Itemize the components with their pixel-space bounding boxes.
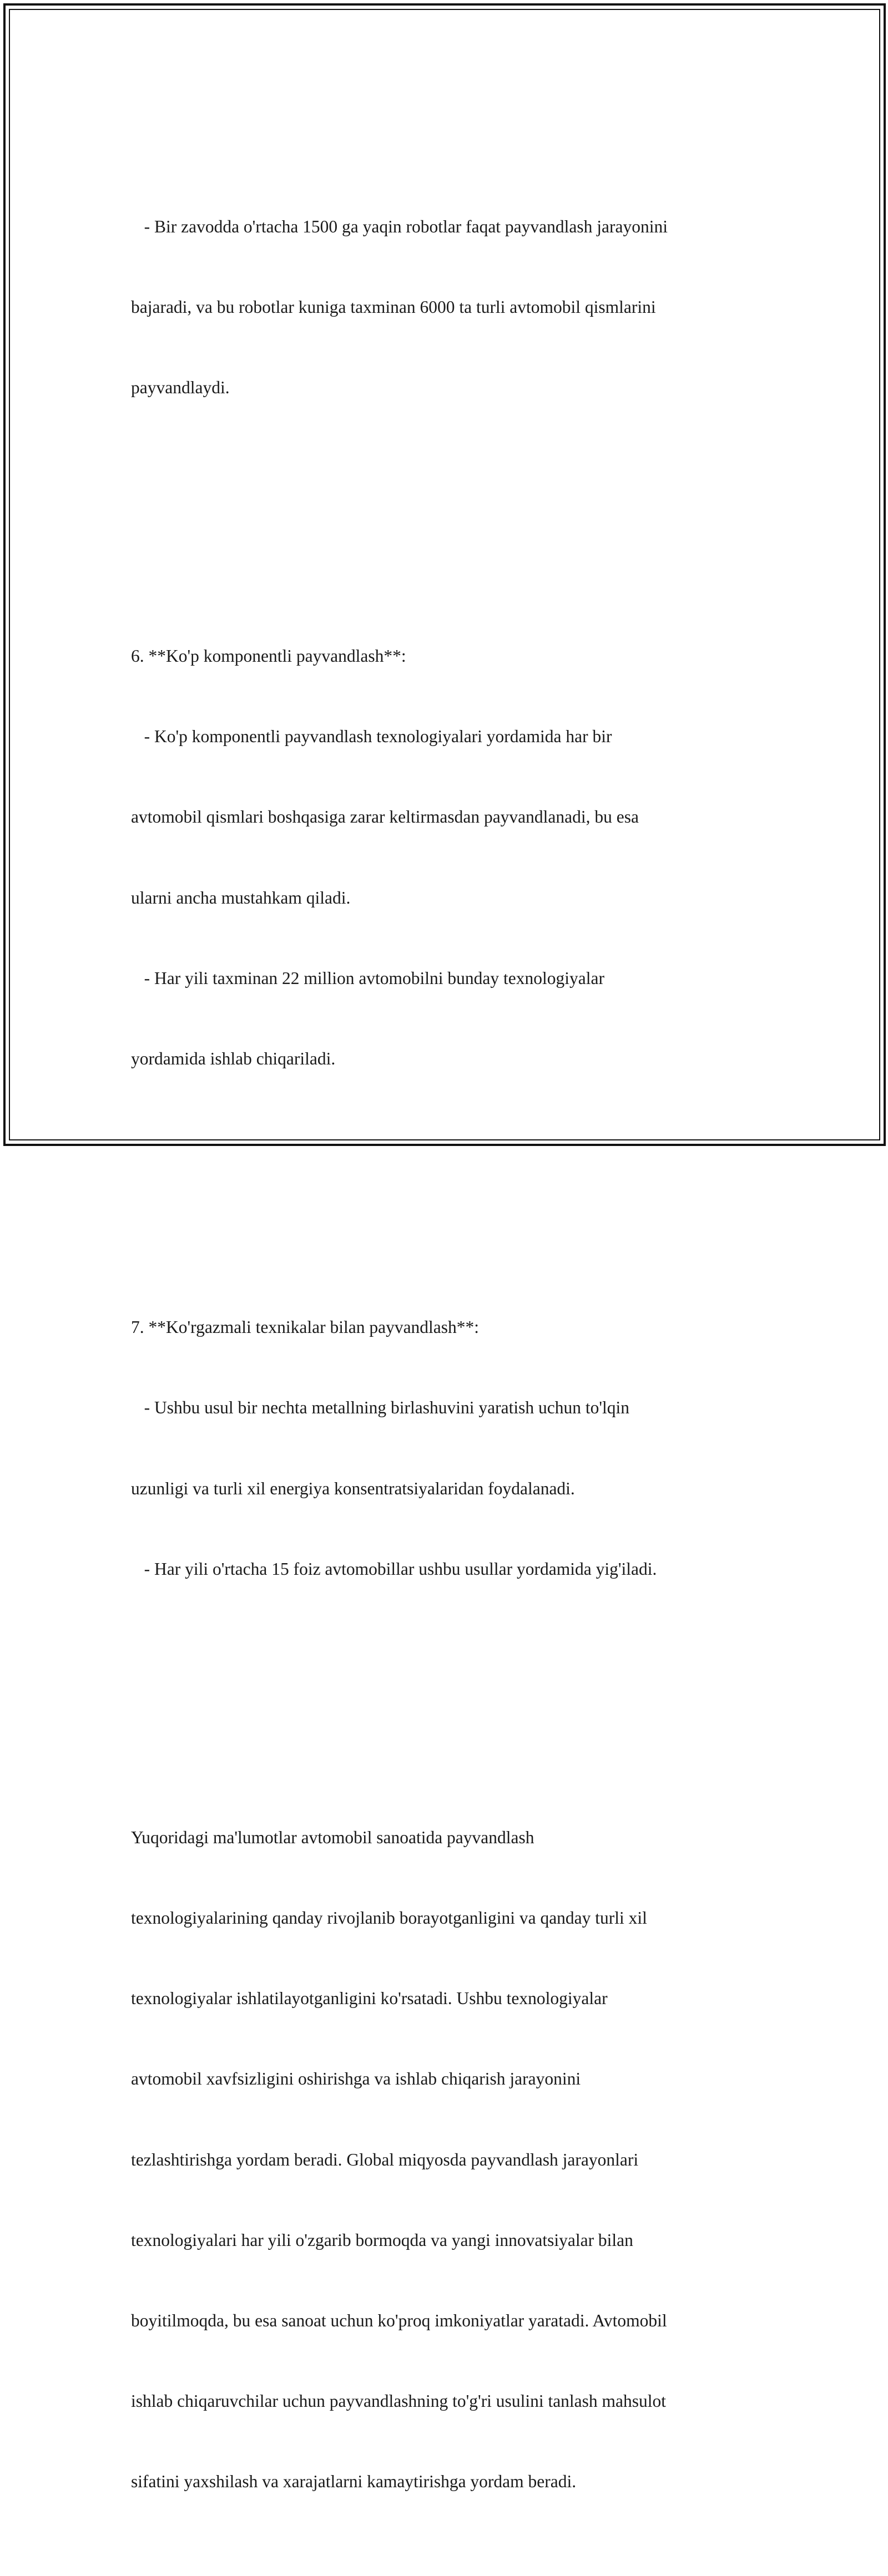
text-line: boyitilmoqda, bu esa sanoat uchun ko'proq imkoniyatlar yaratadi. Avtomobil [131, 2310, 667, 2330]
text-line: avtomobil qismlari boshqasiga zarar keltirmasdan payvandlanadi, bu esa [131, 807, 639, 827]
paragraph-spacer [131, 1690, 780, 1717]
text-line: bajaradi, va bu robotlar kuniga taxminan 6000 ta turli avtomobil qismlarini [131, 297, 656, 317]
paragraph-spacer [131, 1180, 780, 1206]
text-line: ishlab chiqaruvchilar uchun payvandlashning to'g'ri usulini tanlash mahsulot [131, 2391, 667, 2411]
text-line: tezlashtirishga yordam beradi. Global miqyosda payvandlash jarayonlari [131, 2149, 639, 2169]
text-line: - Har yili o'rtacha 15 foiz avtomobillar ushbu usullar yordamida yig'iladi. [131, 1559, 657, 1579]
paragraph-robot-welding [131, 160, 780, 455]
section-heading: 7. **Ko'rgazmali texnikalar bilan payvandlash**: [131, 1317, 480, 1337]
text-line: texnologiyalarining qanday rivojlanib borayotganligini va qanday turli xil [131, 1908, 647, 1928]
text-line: texnologiyalari har yili o'zgarib bormoqda va yangi innovatsiyalar bilan [131, 2230, 633, 2250]
text-line: - Ushbu usul bir nechta metallning birlashuvini yaratish uchun to'lqin [131, 1398, 630, 1418]
section-6-multi-component-welding [131, 589, 780, 1126]
text-line: payvandlaydi. [131, 378, 230, 398]
paragraph-spacer [131, 509, 780, 535]
text-line: sifatini yaxshilash va xarajatlarni kamaytirishga yordam beradi. [131, 2472, 577, 2492]
text-line: - Har yili taxminan 22 million avtomobilni bunday texnologiyalar [131, 968, 604, 988]
section-heading: 6. **Ko'p komponentli payvandlash**: [131, 646, 406, 666]
text-line: Yuqoridagi ma'lumotlar avtomobil sanoatida payvandlash [131, 1827, 534, 1847]
text-line: texnologiyalar ishlatilayotganligini ko'rsatadi. Ushbu texnologiyalar [131, 1989, 608, 2009]
paragraph-conclusion [131, 1771, 780, 2549]
text-line: - Ko'p komponentli payvandlash texnologiyalari yordamida har bir [131, 727, 612, 747]
document-body [131, 106, 780, 2576]
text-line: - Bir zavodda o'rtacha 1500 ga yaqin robotlar faqat payvandlash jarayonini [131, 216, 668, 236]
text-line: ularni ancha mustahkam qiladi. [131, 888, 351, 907]
text-line: yordamida ishlab chiqariladi. [131, 1049, 336, 1069]
text-line: uzunligi va turli xil energiya konsentratsiyalaridan foydalanadi. [131, 1478, 575, 1498]
text-line: avtomobil xavfsizligini oshirishga va ishlab chiqarish jarayonini [131, 2069, 581, 2089]
section-7-demonstration-welding [131, 1260, 780, 1636]
